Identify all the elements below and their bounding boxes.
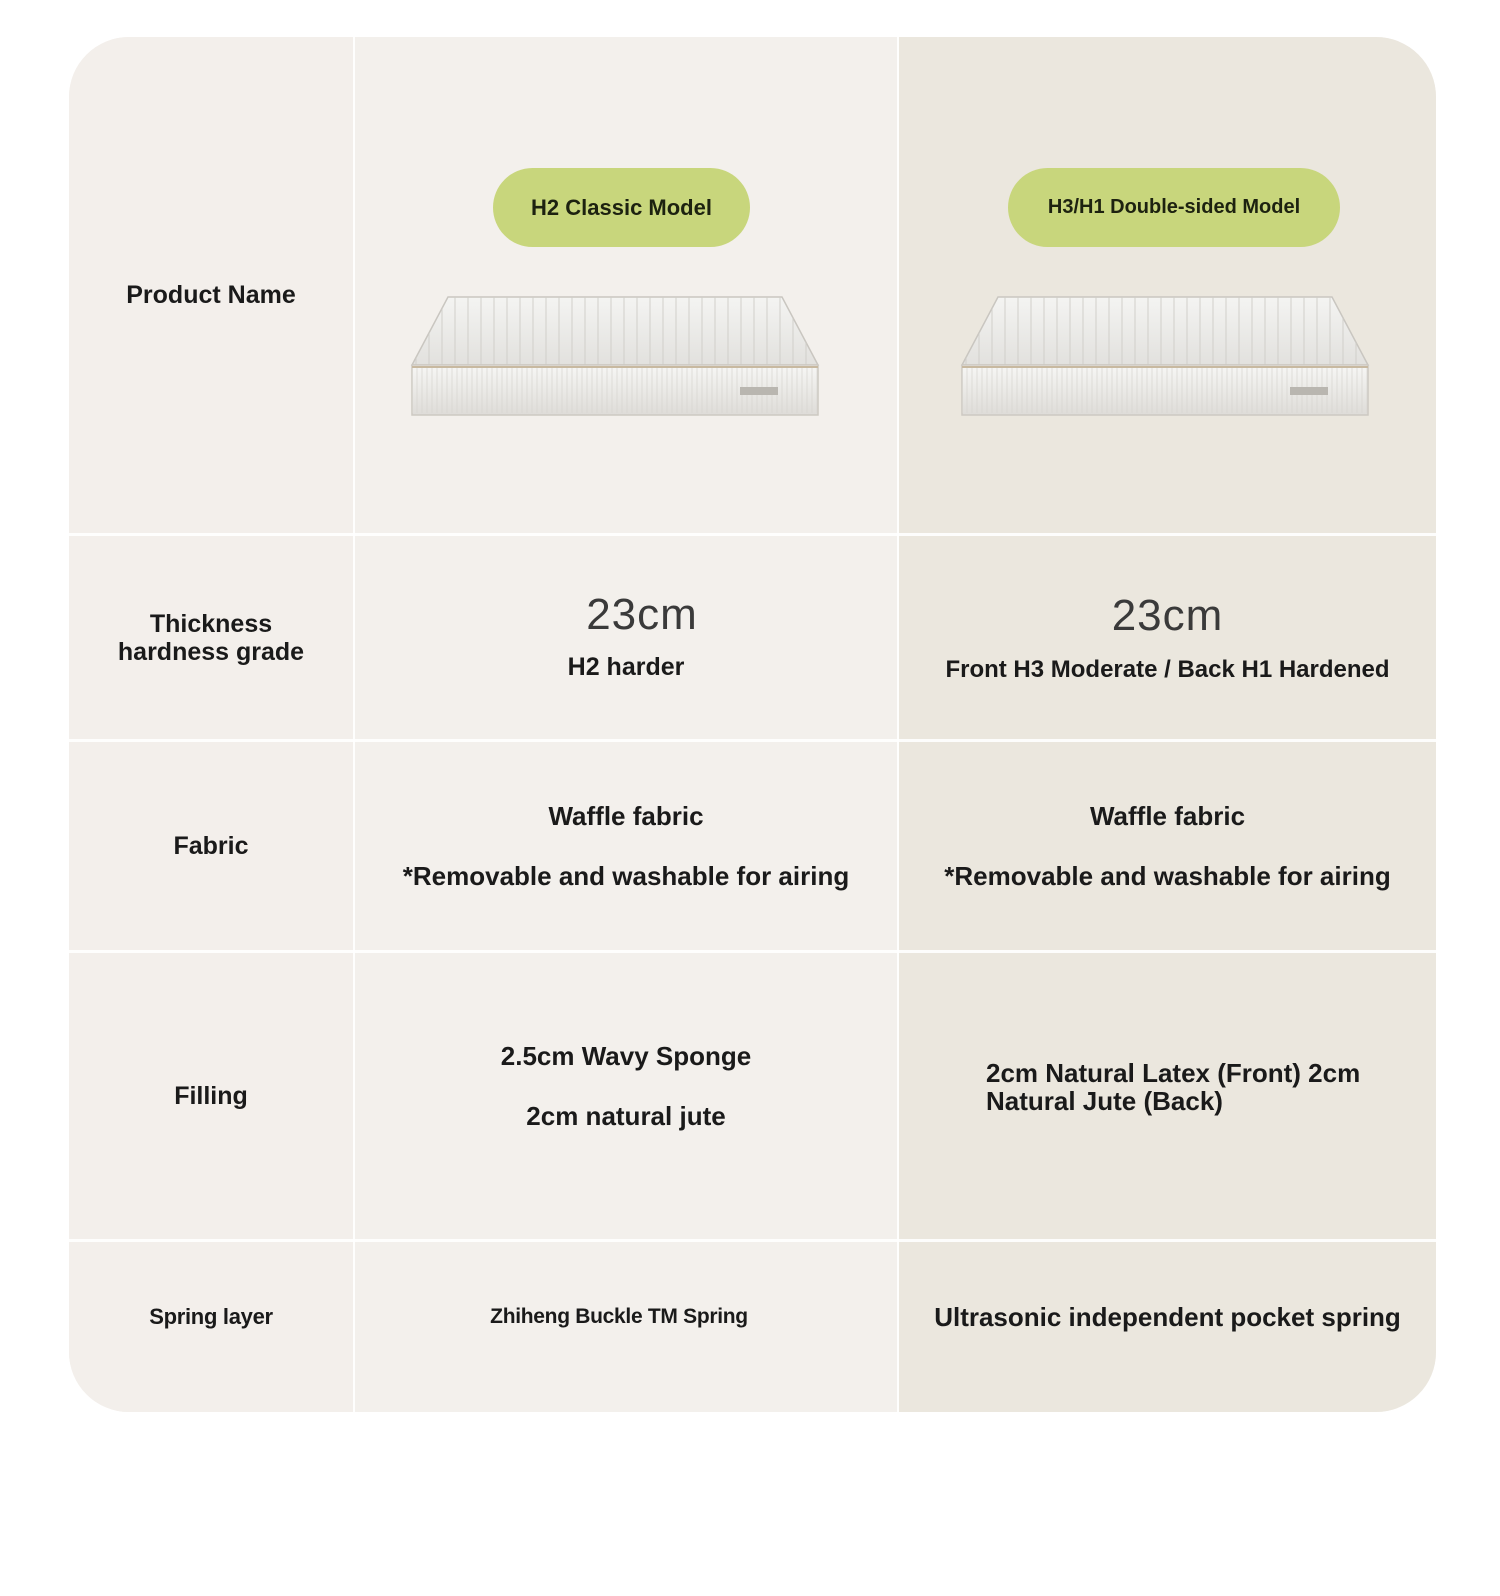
model-a-fabric-cell [355,742,897,950]
spring-label: Spring layer [149,1304,273,1329]
model-a-grade: H2 harder [567,652,685,681]
model-b-spring-cell [899,1242,1436,1392]
model-b-filling-line2: Natural Jute (Back) [986,1086,1223,1116]
model-a-filling-cell [355,953,897,1239]
model-b-fabric-cell [899,742,1436,950]
model-b-fabric: Waffle fabric [1089,801,1246,831]
model-a-badge: H2 Classic Model [493,168,750,247]
mattress-a-image [410,295,820,420]
model-a-thickness: 23cm [586,589,698,639]
model-b-badge: H3/H1 Double-sided Model [1008,168,1340,247]
model-a-filling-line1: 2.5cm Wavy Sponge [500,1041,752,1071]
product-name-label: Product Name [126,281,296,309]
thickness-label-line1: Thickness [149,609,273,638]
model-b-filling-line1: 2cm Natural Latex (Front) 2cm [986,1058,1361,1088]
model-b-thickness: 23cm [1111,590,1224,640]
model-b-thickness-cell [899,536,1436,739]
model-a-filling-line2: 2cm natural jute [526,1101,726,1131]
model-b-filling-cell [899,953,1436,1239]
thickness-label-line2: hardness grade [117,637,305,666]
model-a-spring-cell [355,1242,897,1392]
filling-label: Filling [174,1082,248,1110]
comparison-table [69,37,1436,1412]
model-a-thickness-cell [355,536,897,739]
model-b-spring: Ultrasonic independent pocket spring [934,1302,1401,1332]
model-b-grade: Front H3 Moderate / Back H1 Hardened [945,655,1390,683]
fabric-label: Fabric [173,832,249,860]
model-a-fabric-note: *Removable and washable for airing [402,861,850,891]
spring-label-cell [69,1242,353,1392]
model-a-spring: Zhiheng Buckle TM Spring [490,1305,748,1328]
model-b-fabric-note: *Removable and washable for airing [944,861,1391,891]
mattress-b-image [960,295,1370,420]
model-a-fabric: Waffle fabric [548,801,704,831]
thickness-label [69,536,353,739]
